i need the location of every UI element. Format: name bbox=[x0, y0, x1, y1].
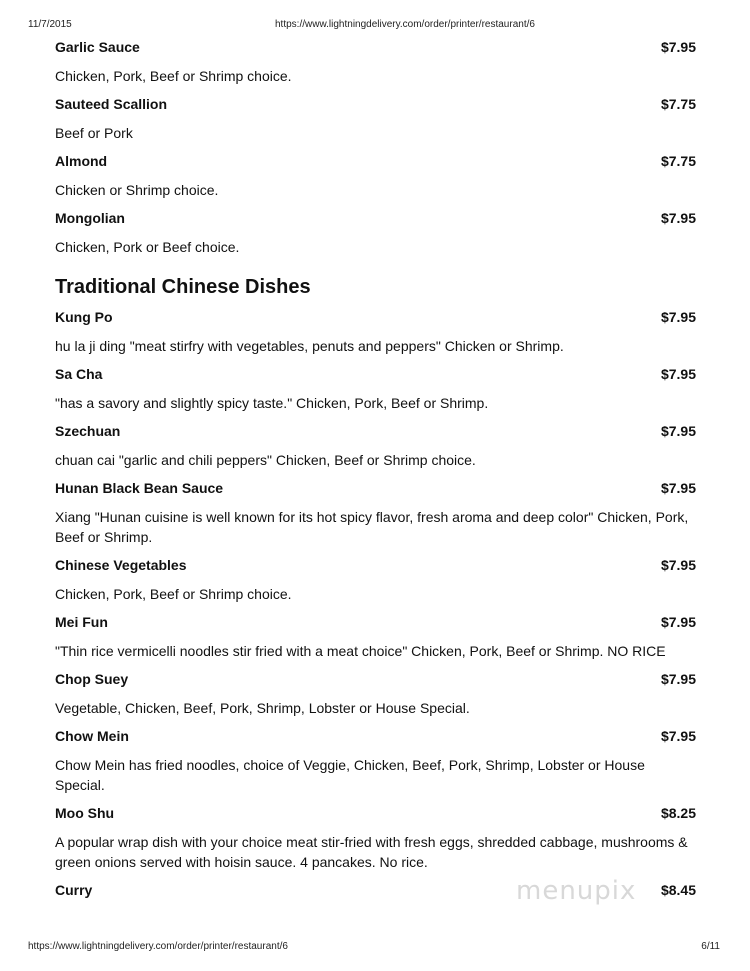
item-price: $7.95 bbox=[660, 671, 696, 687]
menu-item bbox=[55, 420, 696, 442]
watermark-logo: menupix bbox=[516, 876, 637, 906]
item-name: Mongolian bbox=[55, 210, 125, 226]
section-title: Traditional Chinese Dishes bbox=[55, 276, 311, 298]
menu-item bbox=[55, 802, 696, 824]
item-description: A popular wrap dish with your choice meat stir-fried with fresh eggs, shredded cabbage, mushrooms & green onions served with hoisin sauce. 4 pancakes. No rice. bbox=[55, 834, 688, 870]
item-description: Beef or Pork bbox=[55, 125, 133, 141]
item-price: $7.95 bbox=[660, 423, 696, 439]
item-price: $7.75 bbox=[660, 96, 696, 112]
menu-item bbox=[55, 36, 696, 58]
item-price: $7.95 bbox=[660, 210, 696, 226]
print-footer-url: https://www.lightningdelivery.com/order/printer/restaurant/6 bbox=[28, 941, 288, 952]
item-name: Kung Po bbox=[55, 309, 113, 325]
item-price: $7.95 bbox=[660, 39, 696, 55]
item-name: Chinese Vegetables bbox=[55, 557, 187, 573]
menu-item bbox=[55, 207, 696, 229]
page-number: 6/11 bbox=[701, 941, 720, 952]
item-name: Hunan Black Bean Sauce bbox=[55, 480, 224, 496]
print-date: 11/7/2015 bbox=[28, 19, 72, 30]
item-description: Chicken, Pork, Beef or Shrimp choice. bbox=[55, 68, 292, 84]
item-description: "Thin rice vermicelli noodles stir fried with a meat choice" Chicken, Pork, Beef or Shrimp. NO RICE bbox=[55, 643, 666, 659]
menu-item bbox=[55, 554, 696, 576]
item-description: Chow Mein has fried noodles, choice of Veggie, Chicken, Beef, Pork, Shrimp, Lobster or House Special. bbox=[55, 757, 645, 793]
item-description: Vegetable, Chicken, Beef, Pork, Shrimp, Lobster or House Special. bbox=[55, 700, 470, 716]
item-name: Sauteed Scallion bbox=[55, 96, 168, 112]
print-header-url: https://www.lightningdelivery.com/order/printer/restaurant/6 bbox=[275, 19, 535, 30]
item-description: Chicken, Pork, Beef or Shrimp choice. bbox=[55, 586, 292, 602]
item-description: "has a savory and slightly spicy taste." Chicken, Pork, Beef or Shrimp. bbox=[55, 395, 489, 411]
menu-item bbox=[55, 150, 696, 172]
item-price: $7.95 bbox=[660, 728, 696, 744]
item-description: hu la ji ding "meat stirfry with vegetables, penuts and peppers" Chicken or Shrimp. bbox=[55, 338, 564, 354]
item-name: Almond bbox=[55, 153, 108, 169]
item-name: Moo Shu bbox=[55, 805, 115, 821]
item-price: $7.95 bbox=[660, 309, 696, 325]
item-name: Szechuan bbox=[55, 423, 121, 439]
menu-item bbox=[55, 363, 696, 385]
menu-item bbox=[55, 93, 696, 115]
item-price: $8.45 bbox=[660, 882, 696, 898]
item-price: $7.95 bbox=[660, 557, 696, 573]
item-price: $7.95 bbox=[660, 614, 696, 630]
item-name: Chop Suey bbox=[55, 671, 129, 687]
menu-item bbox=[55, 611, 696, 633]
item-description: Chicken, Pork or Beef choice. bbox=[55, 239, 240, 255]
item-price: $7.95 bbox=[660, 480, 696, 496]
item-description: Xiang "Hunan cuisine is well known for its hot spicy flavor, fresh aroma and deep color" Chicken, Pork, Beef or Shrimp. bbox=[55, 509, 689, 545]
menu-item bbox=[55, 306, 696, 328]
item-price: $8.25 bbox=[660, 805, 696, 821]
item-description: Chicken or Shrimp choice. bbox=[55, 182, 219, 198]
item-name: Sa Cha bbox=[55, 366, 103, 382]
menu-item bbox=[55, 725, 696, 747]
item-price: $7.75 bbox=[660, 153, 696, 169]
menu-content bbox=[55, 36, 696, 901]
item-name: Curry bbox=[55, 882, 93, 898]
menu-item bbox=[55, 668, 696, 690]
menu-item bbox=[55, 477, 696, 499]
item-name: Chow Mein bbox=[55, 728, 129, 744]
item-name: Mei Fun bbox=[55, 614, 108, 630]
item-description: chuan cai "garlic and chili peppers" Chicken, Beef or Shrimp choice. bbox=[55, 452, 476, 468]
item-name: Garlic Sauce bbox=[55, 39, 140, 55]
item-price: $7.95 bbox=[660, 366, 696, 382]
